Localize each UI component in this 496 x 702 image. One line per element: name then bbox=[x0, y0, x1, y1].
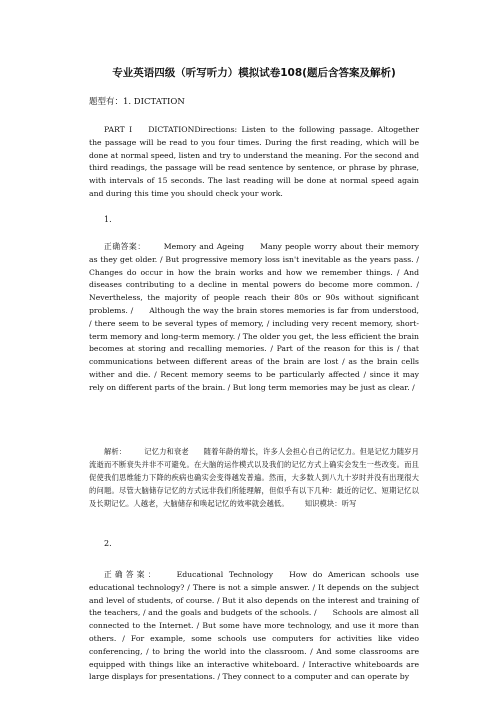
q2-answer-paragraph bbox=[89, 569, 419, 684]
page-title: 专业英语四级（听写听力）模拟试卷108(题后含答案及解析) bbox=[112, 67, 396, 79]
q1-analysis-paragraph bbox=[89, 445, 419, 510]
module-text: 知识模块：听写 bbox=[304, 499, 357, 508]
answer-text-continued: Schools are almost all connected to the Internet. / But some have more technology, and use it more than others. / For example, some schools use computers for activities like video conferencing, / to bring the world into the classroom. / And some classrooms are equipped with things like an interactive whiteboard. / Interactive whiteboards are large displays for presentations. / They connect to a computer and can operate by bbox=[89, 608, 419, 682]
part-heading: PART I bbox=[104, 125, 133, 134]
directions-text: Directions: Listen to the following passage. Altogether the passage will be read to you four times. During the first reading, which will be done at normal speed, listen and try to understand the meaning. For the second and third readings, the passage will be read sentence by sentence, or phrase by phrase, with intervals of 15 seconds. The last reading will be done at normal speed again and during this time you should check your work. bbox=[89, 125, 419, 198]
answer-text: Many people worry about their memory as they get older. / But progressive memory loss isn't inevitable as the years pass. / Changes do occur in how the brain works and how we remember things. / And diseases contributing to a decline in mental powers do become more common. / Nevertheless, the majority of people reach their 80s or 90s without significant problems. / bbox=[89, 242, 419, 315]
answer-label: 正确答案： bbox=[104, 242, 146, 251]
question-type-line: 题型有：1. DICTATION bbox=[89, 97, 185, 107]
answer-text-continued: Although the way the brain stores memories is far from understood, / there seem to be several types of memory, / including very recent memory, short-term memory and long-term memory. / The older you get, the less efficient the brain becomes at storing and recalling memories. / Part of the reason for this is / that communications between different areas of the brain are lost / as the brain cells wither and die. / Recent memory seems to be particularly affected / since it may rely on different parts of the brain. / But long term memories may be just as clear. / bbox=[89, 305, 419, 392]
question-number-2: 2. bbox=[104, 539, 112, 548]
answer-title: Memory and Ageing bbox=[163, 242, 245, 251]
analysis-label: 解析： bbox=[104, 447, 127, 456]
q1-answer-paragraph bbox=[89, 241, 419, 395]
answer-title: Educational Technology bbox=[176, 570, 274, 579]
analysis-text: 记忆力和衰老 随着年龄的增长，许多人会担心自己的记忆力。但是记忆力随岁月流逝而不断衰失并非不可避免。在大脑的运作模式以及我们的记忆方式上确实会发生一些改变。而且促使我们思维能力下降的疾病也确实会变得越发普遍。然而，大多数人到八九十岁时并没有出现很大的问题。尽管大脑储存记忆的方式远非我们所能理解，但似乎有以下几种：最近的记忆、短期记忆以及长期记忆。人越老，大脑储存和唤起记忆的效率就会越低。 bbox=[89, 447, 419, 508]
part-name: DICTATION bbox=[148, 125, 195, 134]
directions-paragraph bbox=[89, 124, 419, 201]
question-number-1: 1. bbox=[104, 215, 112, 224]
answer-label: 正确答案： bbox=[104, 570, 159, 579]
answer-text: How do American schools use educational technology? / There is not a simple answer. / It depends on the subject and level of students, of course. / But it also depends on the interest and training of the teachers, / and the goals and budgets of the schools. / bbox=[89, 570, 419, 618]
